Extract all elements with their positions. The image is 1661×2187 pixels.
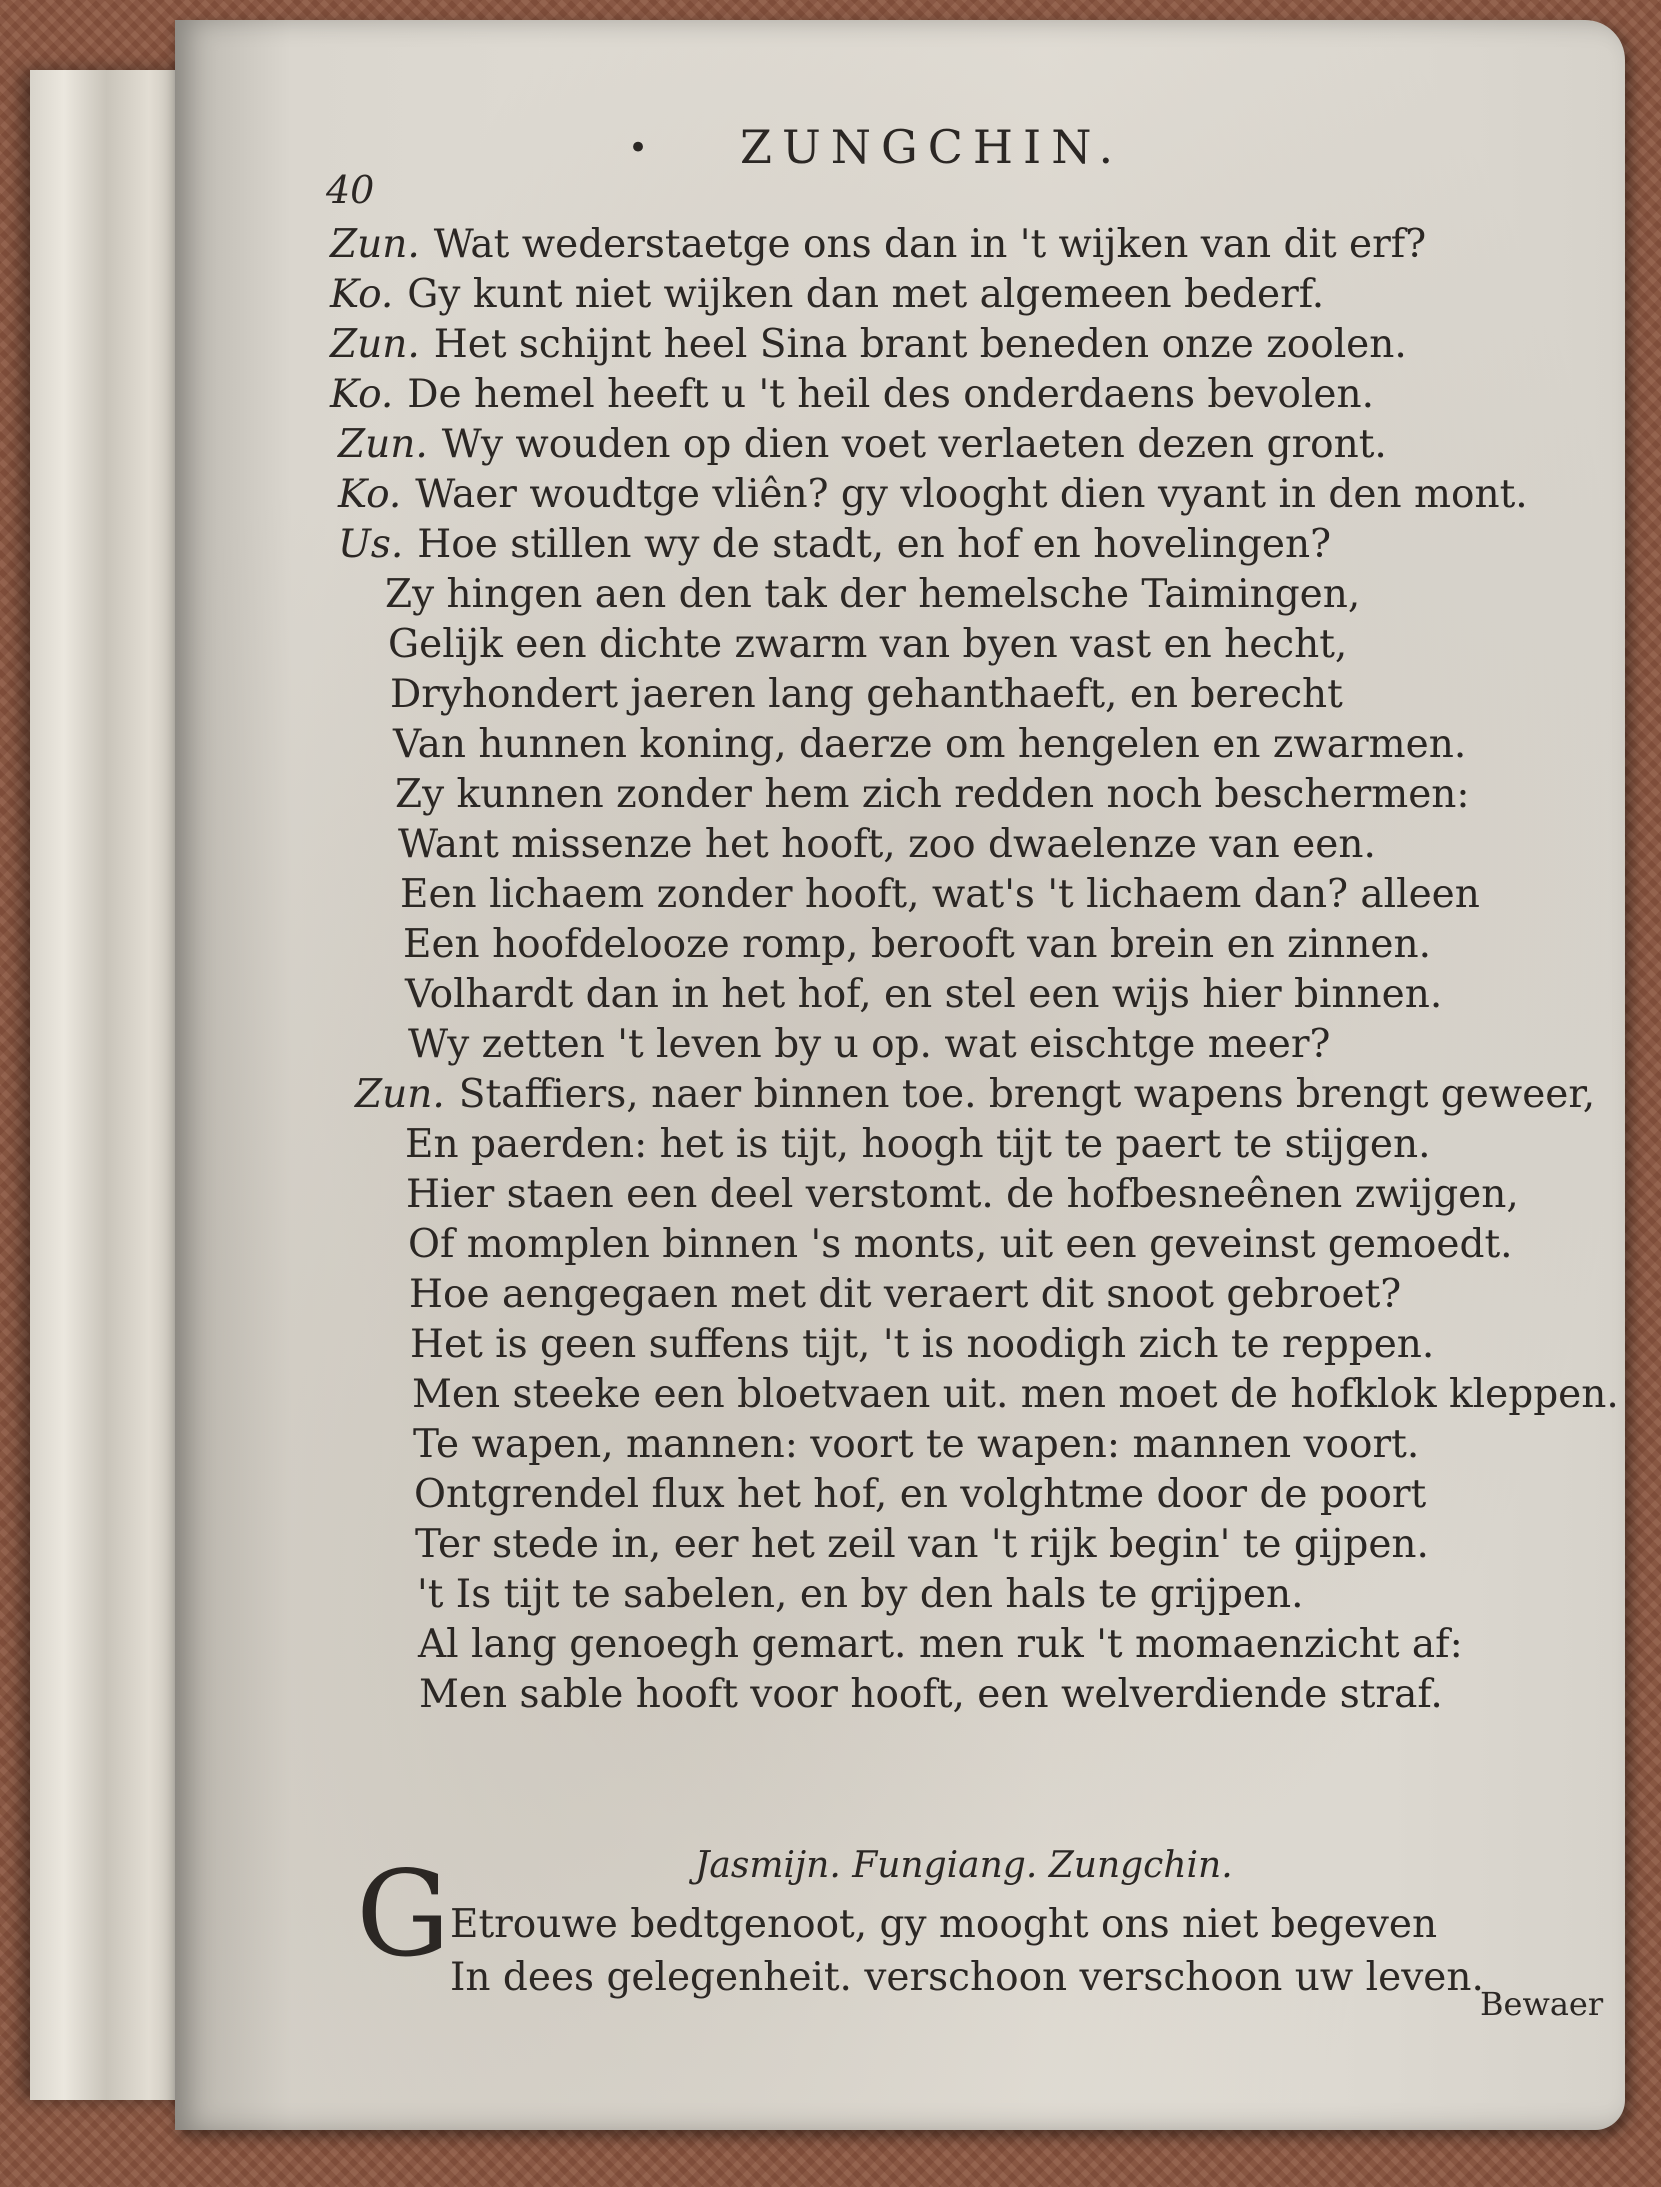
verse-text: Volhardt dan in het hof, en stel een wijs hier binnen. — [405, 972, 1443, 1017]
speaker-label: Us. — [338, 522, 404, 567]
verse-text: Gy kunt niet wijken dan met algemeen bederf. — [407, 272, 1325, 317]
verse-line — [415, 1522, 1429, 1567]
verse-line — [405, 972, 1443, 1017]
verse-line — [419, 1672, 1443, 1717]
speaker-label: Zun. — [355, 1072, 445, 1117]
verse-text: Of momplen binnen 's monts, uit een geveinst gemoedt. — [408, 1222, 1513, 1267]
verse-line — [414, 1472, 1427, 1517]
catchword: Bewaer — [1480, 1985, 1604, 2023]
verse-text: Men steeke een bloetvaen uit. men moet de hofklok kleppen. — [412, 1372, 1619, 1417]
verse-line — [393, 722, 1467, 767]
verse-line — [417, 1572, 1304, 1617]
verse-text: Van hunnen koning, daerze om hengelen en zwarmen. — [393, 722, 1467, 767]
verse-line — [390, 672, 1343, 717]
verse-line — [338, 522, 1332, 567]
verse-line — [330, 272, 1325, 317]
verse-text: Te wapen, mannen: voort te wapen: mannen voort. — [413, 1422, 1420, 1467]
verse-text: Waer woudtge vliên? gy vlooght dien vyant in den mont. — [415, 472, 1528, 517]
verse-text: Een lichaem zonder hooft, wat's 't lichaem dan? alleen — [400, 872, 1480, 917]
verse-text: Gelijk een dichte zwarm van byen vast en hecht, — [388, 622, 1348, 667]
verse-line — [330, 322, 1407, 367]
speaker-label: Zun. — [330, 322, 420, 367]
speaker-label: Zun. — [338, 422, 428, 467]
verse-text: Staffiers, naer binnen toe. brengt wapens brengt geweer, — [458, 1072, 1596, 1117]
verse-line — [405, 1122, 1431, 1167]
verse-line — [418, 1622, 1463, 1667]
running-title: ZUNGCHIN. — [740, 120, 1124, 174]
verse-line — [403, 922, 1432, 967]
verse-line — [400, 872, 1480, 917]
verse-text: En paerden: het is tijt, hoogh tijt te paert te stijgen. — [405, 1122, 1431, 1167]
verse-text: Ontgrendel flux het hof, en volghtme door de poort — [414, 1472, 1427, 1517]
verse-text: Ter stede in, eer het zeil van 't rijk begin' te gijpen. — [415, 1522, 1429, 1567]
verse-text: Het schijnt heel Sina brant beneden onze zoolen. — [433, 322, 1407, 367]
speaker-label: Zun. — [330, 222, 420, 267]
header-ornament: • — [628, 128, 649, 168]
verse-line — [385, 572, 1361, 617]
verse-line — [408, 1022, 1331, 1067]
verse-line — [338, 422, 1387, 467]
page-number: 40 — [326, 168, 375, 212]
verse-text: Het is geen suffens tijt, 't is noodigh zich te reppen. — [410, 1322, 1435, 1367]
verse-text: De hemel heeft u 't heil des onderdaens bevolen. — [407, 372, 1374, 417]
speaker-label: Ko. — [330, 372, 394, 417]
verse-text: Zy kunnen zonder hem zich redden noch beschermen: — [395, 772, 1470, 817]
verse-text: Een hoofdelooze romp, berooft van brein en zinnen. — [403, 922, 1432, 967]
verse-text: Al lang genoegh gemart. men ruk 't momaenzicht af: — [418, 1622, 1463, 1667]
verse-text: Wat wederstaetge ons dan in 't wijken van dit erf? — [433, 222, 1427, 267]
verse-line — [330, 372, 1374, 417]
verse-text: 't Is tijt te sabelen, en by den hals te grijpen. — [417, 1572, 1304, 1617]
verse-text: Wy zetten 't leven by u op. wat eischtge meer? — [408, 1022, 1331, 1067]
verse-line — [388, 622, 1348, 667]
verse-line — [409, 1272, 1402, 1317]
verse-text: Wy wouden op dien voet verlaeten dezen gront. — [441, 422, 1387, 467]
drop-cap: G — [356, 1845, 451, 1983]
verse-text: Hoe aengegaen met dit veraert dit snoot gebroet? — [409, 1272, 1402, 1317]
verse-text: Want missenze het hooft, zoo dwaelenze van een. — [398, 822, 1376, 867]
verse-text: Hier staen een deel verstomt. de hofbesneênen zwijgen, — [406, 1172, 1519, 1217]
speaker-label: Ko. — [330, 272, 394, 317]
verse-text: Hoe stillen wy de stadt, en hof en hovelingen? — [417, 522, 1332, 567]
verse-line — [413, 1422, 1420, 1467]
scene-heading: Jasmijn. Fungiang. Zungchin. — [695, 1845, 1233, 1886]
speaker-label: Ko. — [338, 472, 402, 517]
verse-line — [412, 1372, 1619, 1417]
verse-line — [330, 222, 1427, 267]
verse-line — [355, 1072, 1596, 1117]
verse-text: Men sable hooft voor hooft, een welverdiende straf. — [419, 1672, 1443, 1717]
verse-line — [338, 472, 1528, 517]
scene-line-1: Etrouwe bedtgenoot, gy mooght ons niet begeven — [450, 1902, 1438, 1947]
verse-text: Zy hingen aen den tak der hemelsche Taimingen, — [385, 572, 1361, 617]
verse-line — [406, 1172, 1519, 1217]
verse-line — [395, 772, 1470, 817]
verse-line — [408, 1222, 1513, 1267]
scene-line-2: In dees gelegenheit. verschoon verschoon uw leven. — [450, 1955, 1484, 2000]
verse-text: Dryhondert jaeren lang gehanthaeft, en berecht — [390, 672, 1343, 717]
verse-line — [398, 822, 1376, 867]
verse-line — [410, 1322, 1435, 1367]
